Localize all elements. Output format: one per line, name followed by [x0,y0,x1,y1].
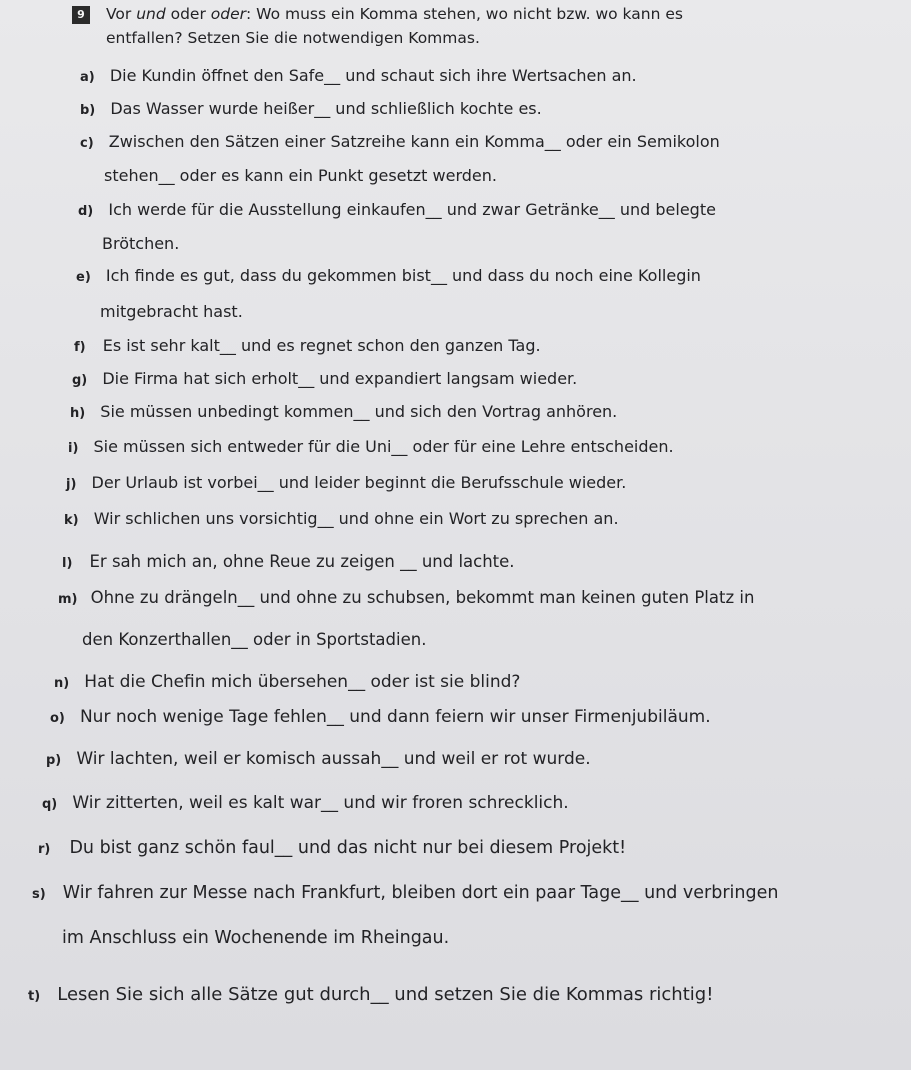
exercise-item-j [66,473,626,492]
item-sentence-continuation: im Anschluss ein Wochenende im Rheingau. [62,928,450,948]
item-letter: s) [32,887,46,902]
item-letter: r) [38,842,51,857]
exercise-item-o [50,707,711,727]
exercise-item-p [46,749,591,769]
item-sentence: Wir schlichen uns vorsichtig__ und ohne ein Wort zu sprechen an. [93,509,619,528]
item-sentence: Sie müssen unbedingt kommen__ und sich den Vortrag anhören. [100,402,618,421]
item-sentence: Zwischen den Sätzen einer Satzreihe kann ein Komma__ oder ein Semikolon [108,132,720,151]
item-letter: n) [54,676,70,691]
instruction-prefix: Vor [106,5,137,23]
exercise-item-i [68,437,674,456]
item-letter: f) [74,340,86,355]
item-letter: b) [80,103,96,118]
exercise-item-f [74,336,541,355]
item-sentence: Ich werde für die Ausstellung einkaufen__ und zwar Getränke__ und belegte [108,200,716,219]
exercise-item-b [80,99,542,118]
exercise-item-n [54,672,520,692]
item-sentence-continuation: den Konzerthallen__ oder in Sportstadien. [82,630,427,649]
instruction-oder-italic: oder [210,5,247,23]
item-letter: m) [58,592,78,607]
item-sentence: Er sah mich an, ohne Reue zu zeigen __ und lachte. [89,552,515,571]
exercise-item-a [80,66,637,85]
item-sentence: Wir lachten, weil er komisch aussah__ und weil er rot wurde. [76,749,591,769]
item-sentence: Der Urlaub ist vorbei__ und leider beginnt die Berufsschule wieder. [91,473,627,492]
item-letter: a) [80,70,95,85]
exercise-item-e [76,266,701,285]
item-sentence: Wir zitterten, weil es kalt war__ und wir froren schrecklich. [72,793,569,813]
item-letter: o) [50,711,65,726]
exercise-item-k [64,509,619,528]
item-sentence: Hat die Chefin mich übersehen__ oder ist sie blind? [84,672,521,692]
item-sentence: Wir fahren zur Messe nach Frankfurt, bleiben dort ein paar Tage__ und verbringen [62,883,779,903]
item-sentence: Du bist ganz schön faul__ und das nicht nur bei diesem Projekt! [69,838,627,858]
item-letter: t) [28,989,41,1004]
item-sentence: Sie müssen sich entweder für die Uni__ oder für eine Lehre entscheiden. [93,437,674,456]
item-sentence: Ohne zu drängeln__ und ohne zu schubsen, bekommt man keinen guten Platz in [90,588,755,607]
item-sentence: Lesen Sie sich alle Sätze gut durch__ und setzen Sie die Kommas richtig! [57,984,714,1005]
item-letter: g) [72,373,88,388]
item-letter: i) [68,441,79,456]
item-letter: e) [76,270,91,285]
exercise-item-l [62,552,515,571]
instruction-oder-plain: oder [165,5,211,23]
item-sentence: Das Wasser wurde heißer__ und schließlich kochte es. [110,99,542,118]
exercise-item-d [78,200,716,219]
item-letter: q) [42,797,58,812]
item-letter: h) [70,406,86,421]
exercise-item-h [70,402,617,421]
exercise-item-t [28,984,713,1005]
exercise-item-r [38,838,626,858]
item-sentence-continuation: stehen__ oder es kann ein Punkt gesetzt werden. [104,166,497,185]
item-sentence: Die Kundin öffnet den Safe__ und schaut sich ihre Wertsachen an. [109,66,637,85]
item-sentence: Es ist sehr kalt__ und es regnet schon den ganzen Tag. [102,336,541,355]
exercise-item-g [72,369,577,388]
exercise-item-c [80,132,720,151]
exercise-item-q [42,793,569,813]
item-letter: c) [80,136,94,151]
item-sentence: Ich finde es gut, dass du gekommen bist__ und dass du noch eine Kollegin [105,266,701,285]
instruction-line1-rest: : Wo muss ein Komma stehen, wo nicht bzw. wo kann es [246,5,683,23]
item-letter: l) [62,556,73,571]
item-sentence: Die Firma hat sich erholt__ und expandiert langsam wieder. [102,369,578,388]
item-letter: p) [46,753,62,768]
item-letter: d) [78,204,94,219]
item-letter: j) [66,477,77,492]
item-sentence-continuation: mitgebracht hast. [100,302,243,321]
item-sentence-continuation: Brötchen. [102,234,180,253]
task-instruction [106,2,886,50]
instruction-line2: entfallen? Setzen Sie die notwendigen Kommas. [106,29,480,47]
instruction-und: und [136,5,166,23]
task-number-badge: 9 [72,6,90,24]
item-letter: k) [64,513,79,528]
exercise-item-s [32,883,778,903]
exercise-item-m [58,588,754,607]
item-sentence: Nur noch wenige Tage fehlen__ und dann feiern wir unser Firmenjubiläum. [79,707,711,727]
